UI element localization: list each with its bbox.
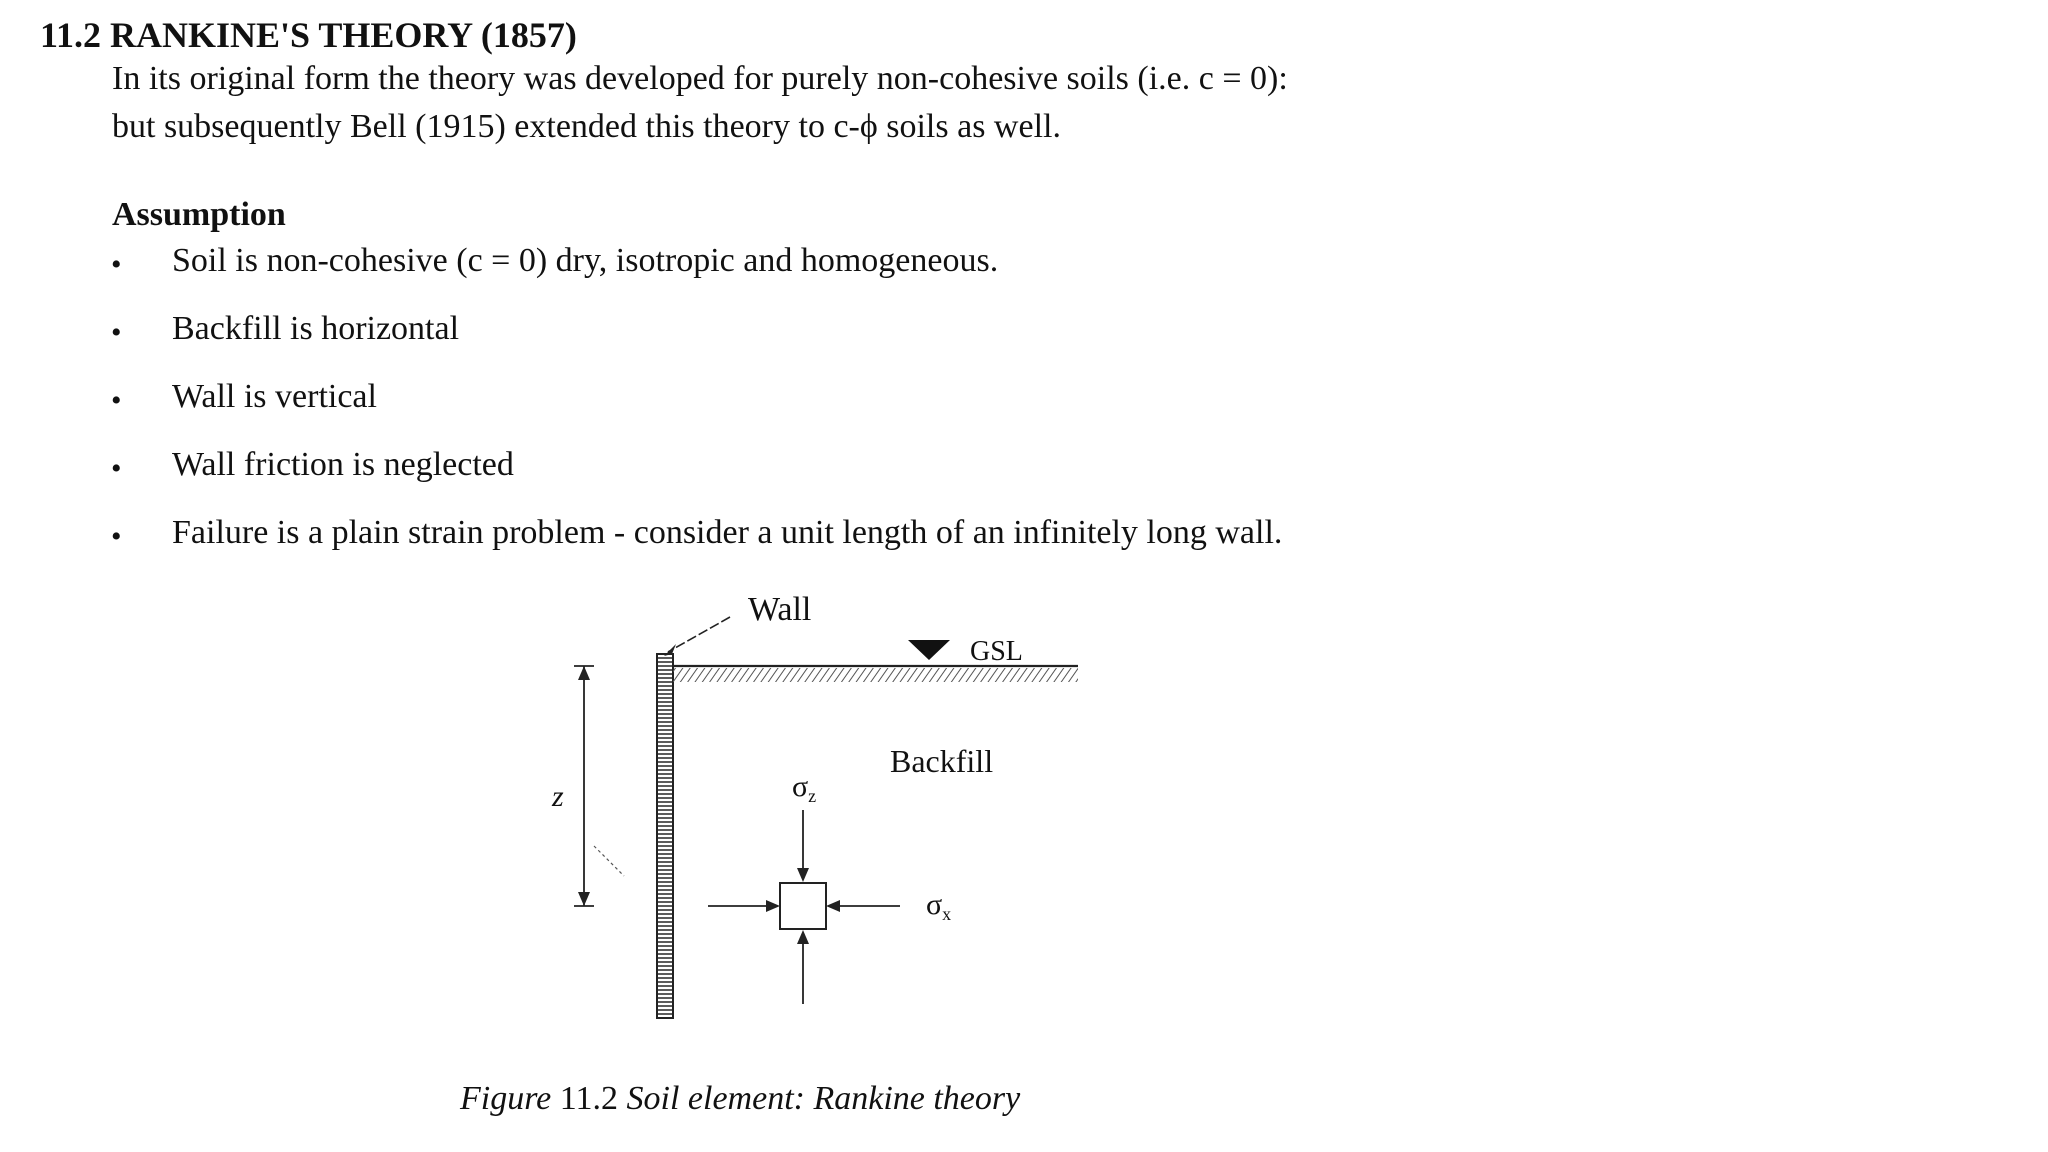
sigma-z-label: $\sigma_z$ <box>792 770 817 806</box>
wall-label: Wall <box>748 591 812 628</box>
wall-leader-line <box>668 617 730 652</box>
assumption-item: Soil is non-cohesive (c = 0) dry, isotropic and homogeneous. <box>172 242 999 279</box>
ground-surface <box>673 666 1078 682</box>
sigma-x-arrow <box>826 900 900 912</box>
sigma-x-left-arrow <box>708 900 780 912</box>
bullet-marker: • <box>111 384 122 417</box>
assumption-item: Failure is a plain strain problem - consider a unit length of an infinitely long wall. <box>172 514 1283 551</box>
assumption-item: Wall is vertical <box>172 378 377 415</box>
gsl-label: GSL <box>970 636 1023 667</box>
caption-label: Figure <box>460 1080 552 1117</box>
intro-line-2: but subsequently Bell (1915) extended this theory to c-ϕ soils as well. <box>112 108 1061 145</box>
bullet-marker: • <box>111 248 122 281</box>
section-heading: 11.2 RANKINE'S THEORY (1857) <box>40 15 577 55</box>
retaining-wall <box>657 654 673 1018</box>
assumption-item: Wall friction is neglected <box>172 446 514 483</box>
figure-caption <box>460 1080 1020 1118</box>
assumption-heading: Assumption <box>112 196 286 233</box>
assumption-item: Backfill is horizontal <box>172 310 460 347</box>
sigma-x-label: $\sigma_x$ <box>926 888 952 924</box>
soil-element <box>780 883 826 929</box>
caption-text: Soil element: Rankine theory <box>626 1080 1021 1117</box>
backfill-label: Backfill <box>890 743 994 779</box>
depth-label: z <box>552 780 564 813</box>
sigma-z-arrow <box>797 810 809 882</box>
caption-number: 11.2 <box>559 1080 619 1117</box>
intro-line-1: In its original form the theory was developed for purely non-cohesive soils (i.e. c = 0): <box>112 60 1288 97</box>
gsl-triangle-icon <box>908 640 950 660</box>
sigma-z-bottom-arrow <box>797 930 809 1004</box>
bullet-marker: • <box>111 316 122 349</box>
wall-leader-arrowhead <box>664 644 676 656</box>
bullet-marker: • <box>111 452 122 485</box>
depth-dimension <box>574 666 624 906</box>
bullet-marker: • <box>111 520 122 553</box>
